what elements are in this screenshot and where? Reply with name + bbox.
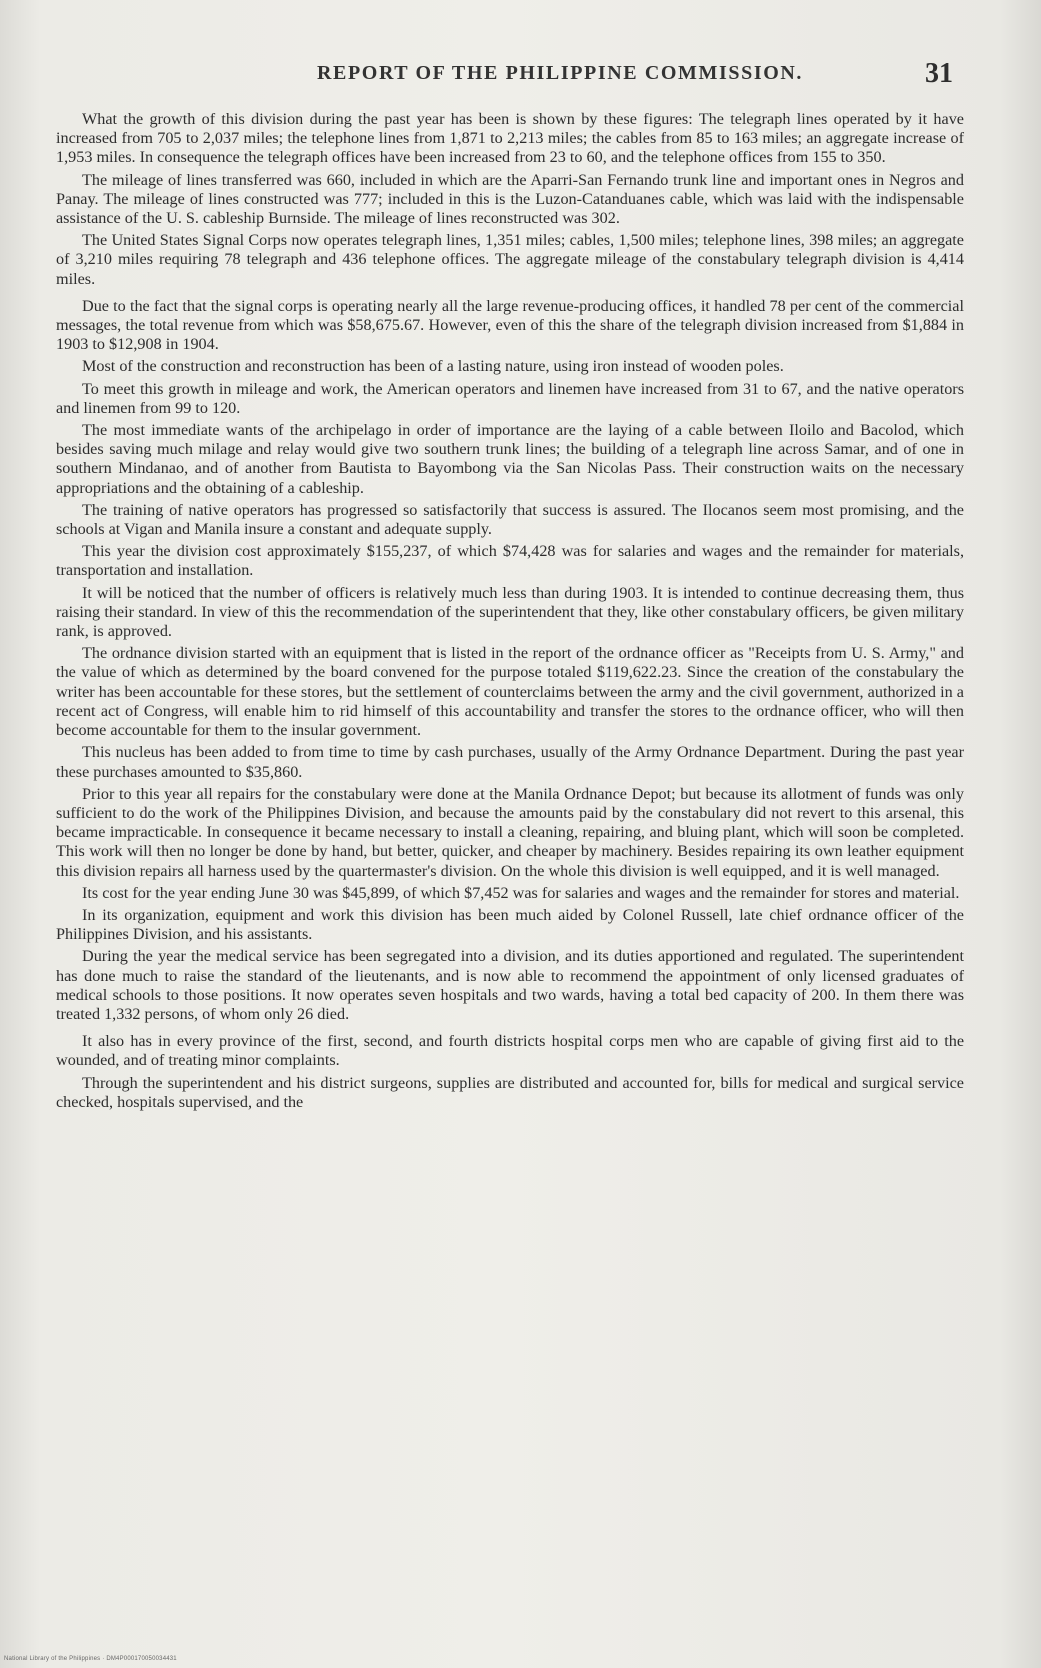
paragraph: It will be noticed that the number of officers is relatively much less than during 1903. It is intended to continue decreasing them, thus raising their standard. In view of this the recommendation of the superintendent that they, like other constabulary officers, be given military rank, is approved. xyxy=(56,583,964,641)
paragraph: Most of the construction and reconstruction has been of a lasting nature, using iron instead of wooden poles. xyxy=(82,357,784,376)
running-head: REPORT OF THE PHILIPPINE COMMISSION. xyxy=(316,62,804,84)
library-stamp: National Library of the Philippines · DM4P000170050034431 xyxy=(4,1656,177,1662)
paragraph: The United States Signal Corps now operates telegraph lines, 1,351 miles; cables, 1,500 miles; telephone lines, 398 miles; an aggregate of 3,210 miles requiring 78 telegraph and 436 telephone offices. The aggregate mileage of the constabulary telegraph division is 4,414 miles. xyxy=(56,231,964,288)
paragraph: The training of native operators has progressed so satisfactorily that success is assured. The Ilocanos seem most promising, and the schools at Vigan and Manila insure a constant and adequate supply. xyxy=(56,500,964,539)
paragraph: Its cost for the year ending June 30 was $45,899, of which $7,452 was for salaries and wages and the remainder for stores and material. xyxy=(82,883,960,902)
paragraph: The most immediate wants of the archipelago in order of importance are the laying of a cable between Iloilo and Bacolod, which besides saving much milage and relay would give two southern trunk lines; the building of a telegraph line across Samar, and of one in southern Mindanao, and of another from Bautista to Bayombong via the San Nicolas Pass. Their construction waits on the necessary appropriations and the obtaining of a cableship. xyxy=(56,421,964,497)
paragraph: Due to the fact that the signal corps is operating nearly all the large revenue-producing offices, it handled 78 per cent of the commercial messages, the total revenue from which was $58,675.67. However, even of this the share of the telegraph division increased from $1,884 in 1903 to $12,908 in 1904. xyxy=(56,296,964,354)
paragraph: The ordnance division started with an equipment that is listed in the report of the ordnance officer as "Receipts from U. S. Army," and the value of which as determined by the board convened for the purpose totaled $119,622.23. Since the creation of the constabulary the writer has been accountable for these stores, but the settlement of counterclaims between the army and the civil government, authorized in a recent act of Congress, will enable him to rid himself of this accountability and transfer the stores to the ordnance officer, who will then become accountable for them to the insular government. xyxy=(56,644,964,740)
paragraph: In its organization, equipment and work this division has been much aided by Colonel Russell, late chief ordnance officer of the Philippines Division, and his assistants. xyxy=(56,905,964,944)
paragraph: Through the superintendent and his district surgeons, supplies are distributed and accounted for, bills for medical and surgical service checked, hospitals supervised, and the xyxy=(56,1073,964,1111)
paragraph: Prior to this year all repairs for the constabulary were done at the Manila Ordnance Depot; but because its allotment of funds was only sufficient to do the work of the Philippines Division, and because the amounts paid by the constabulary did not revert to this arsenal, this became impracticable. In consequence it became necessary to install a cleaning, repairing, and bluing plant, which will soon be completed. This work will then no longer be done by hand, but better, quicker, and cheaper by machinery. Besides repairing its own leather equipment this division repairs all harness used by the quartermaster's division. On the whole this division is well equipped, and it is well managed. xyxy=(56,784,964,880)
paragraph: The mileage of lines transferred was 660, included in which are the Aparri-San Fernando trunk line and important ones in Negros and Panay. The mileage of lines constructed was 777; included in this is the Luzon-Catanduanes cable, which was laid with the indispensable assistance of the U. S. cableship Burnside. The mileage of lines reconstructed was 302. xyxy=(56,170,964,228)
body-text xyxy=(56,110,964,1115)
paragraph: This year the division cost approximately $155,237, of which $74,428 was for salaries and wages and the remainder for materials, transportation and installation. xyxy=(56,542,964,580)
paragraph: What the growth of this division during the past year has been is shown by these figures: The telegraph lines operated by it have increased from 705 to 2,037 miles; the telephone lines from 1,871 to 2,213 miles; the cables from 85 to 163 miles; an aggregate increase of 1,953 miles. In consequence the telegraph offices have been increased from 23 to 60, and the telephone offices from 155 to 350. xyxy=(56,110,964,167)
paragraph: This nucleus has been added to from time to time by cash purchases, usually of the Army Ordnance Department. During the past year these purchases amounted to $35,860. xyxy=(56,743,964,781)
page-header xyxy=(60,58,981,98)
paragraph: To meet this growth in mileage and work, the American operators and linemen have increased from 31 to 67, and the native operators and linemen from 99 to 120. xyxy=(56,379,964,417)
paragraph: During the year the medical service has been segregated into a division, and its duties apportioned and regulated. The superintendent has done much to raise the standard of the lieutenants, and is now able to recommend the appointment of only licensed graduates of medical schools to those positions. It now operates seven hospitals and two wards, having a total bed capacity of 200. In them there was treated 1,332 persons, of whom only 26 died. xyxy=(56,947,964,1023)
page-number: 31 xyxy=(925,58,953,89)
paragraph: It also has in every province of the first, second, and fourth districts hospital corps men who are capable of giving first aid to the wounded, and of treating minor complaints. xyxy=(56,1032,964,1070)
